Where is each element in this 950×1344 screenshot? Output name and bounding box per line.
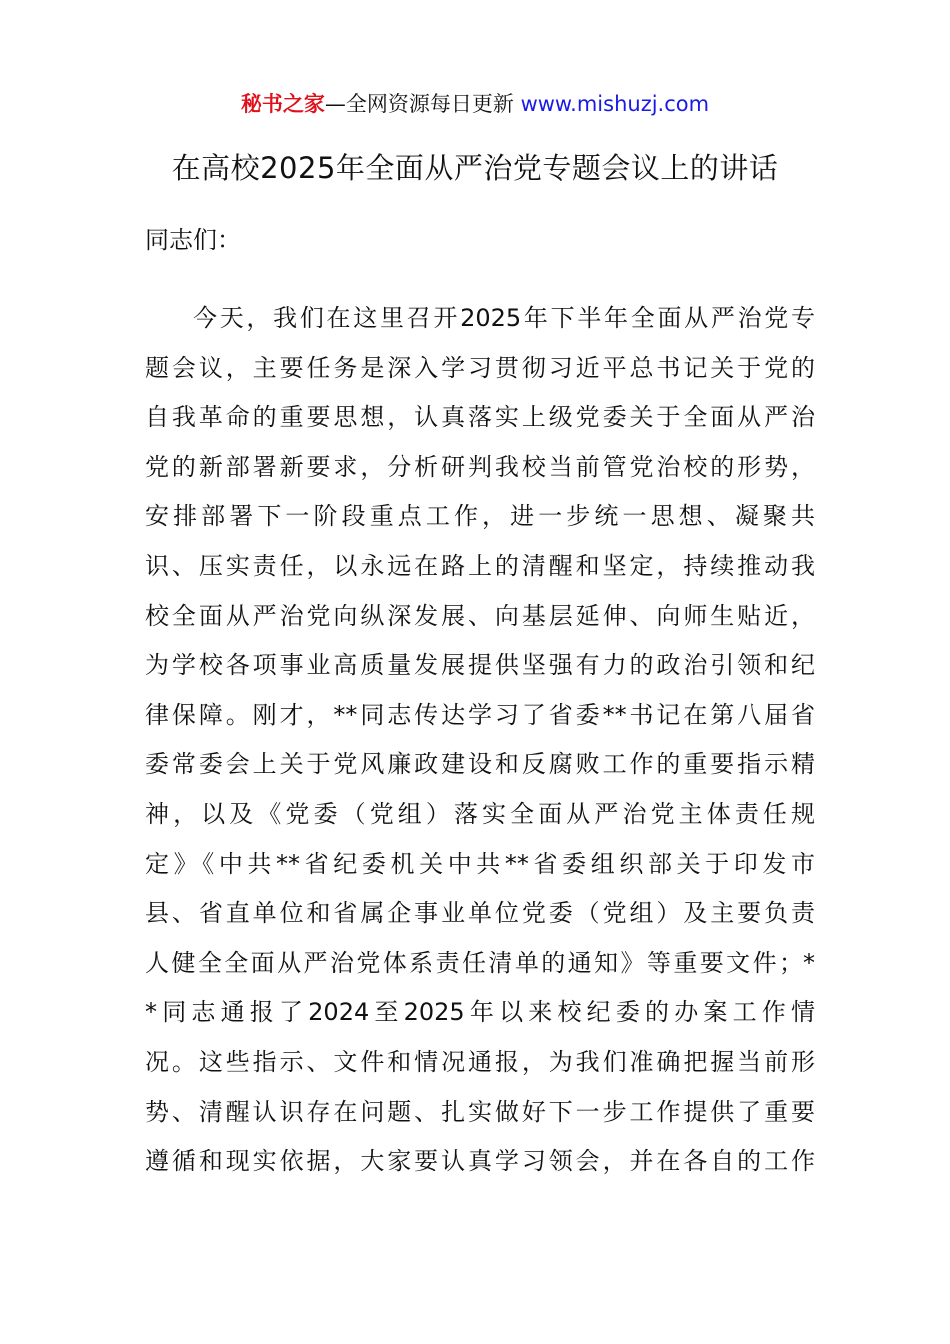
paragraph-line: 遵循和现实依据，大家要认真学习领会，并在各自的工作: [145, 1147, 815, 1176]
brand-name: 秘书之家: [240, 92, 325, 116]
site-header: [0, 88, 950, 120]
paragraph-line: 县、省直单位和省属企事业单位党委（党组）及主要负责: [145, 899, 815, 928]
salutation: 同志们：: [145, 226, 241, 254]
paragraph-line: 安排部署下一阶段重点工作，进一步统一思想、凝聚共: [145, 502, 815, 531]
paragraph-line: *同志通报了2024至2025年以来校纪委的办案工作情: [145, 998, 815, 1027]
paragraph-line: 识、压实责任，以永远在路上的清醒和坚定，持续推动我: [145, 551, 815, 580]
paragraph-line: 委常委会上关于党风廉政建设和反腐败工作的重要指示精: [145, 750, 815, 779]
paragraph-line: 神，以及《党委（党组）落实全面从严治党主体责任规: [145, 799, 815, 828]
paragraph-line: 况。这些指示、文件和情况通报，为我们准确把握当前形: [145, 1047, 815, 1076]
paragraph-line: 律保障。刚才，**同志传达学习了省委**书记在第八届省: [145, 700, 815, 729]
paragraph-line: 今天，我们在这里召开2025年下半年全面从严治党专: [193, 304, 815, 332]
paragraph-line: 人健全全面从严治党体系责任清单的通知》等重要文件；*: [145, 948, 815, 977]
document-title: 在高校2025年全面从严治党专题会议上的讲话: [171, 151, 779, 185]
paragraph-line: 校全面从严治党向纵深发展、向基层延伸、向师生贴近，: [145, 601, 815, 630]
site-url-link[interactable]: www.mishuzj.com: [520, 92, 710, 116]
paragraph-line: 自我革命的重要思想，认真落实上级党委关于全面从严治: [145, 403, 815, 432]
header-tagline: —全网资源每日更新: [324, 92, 514, 116]
body-paragraph: [145, 294, 815, 1187]
paragraph-line: 为学校各项事业高质量发展提供坚强有力的政治引领和纪: [145, 651, 815, 680]
paragraph-line: 题会议，主要任务是深入学习贯彻习近平总书记关于党的: [145, 353, 815, 382]
paragraph-line: 势、清醒认识存在问题、扎实做好下一步工作提供了重要: [145, 1097, 815, 1126]
paragraph-line: 党的新部署新要求，分析研判我校当前管党治校的形势，: [145, 452, 815, 481]
paragraph-line: 定》《中共**省纪委机关中共**省委组织部关于印发市: [145, 849, 815, 878]
